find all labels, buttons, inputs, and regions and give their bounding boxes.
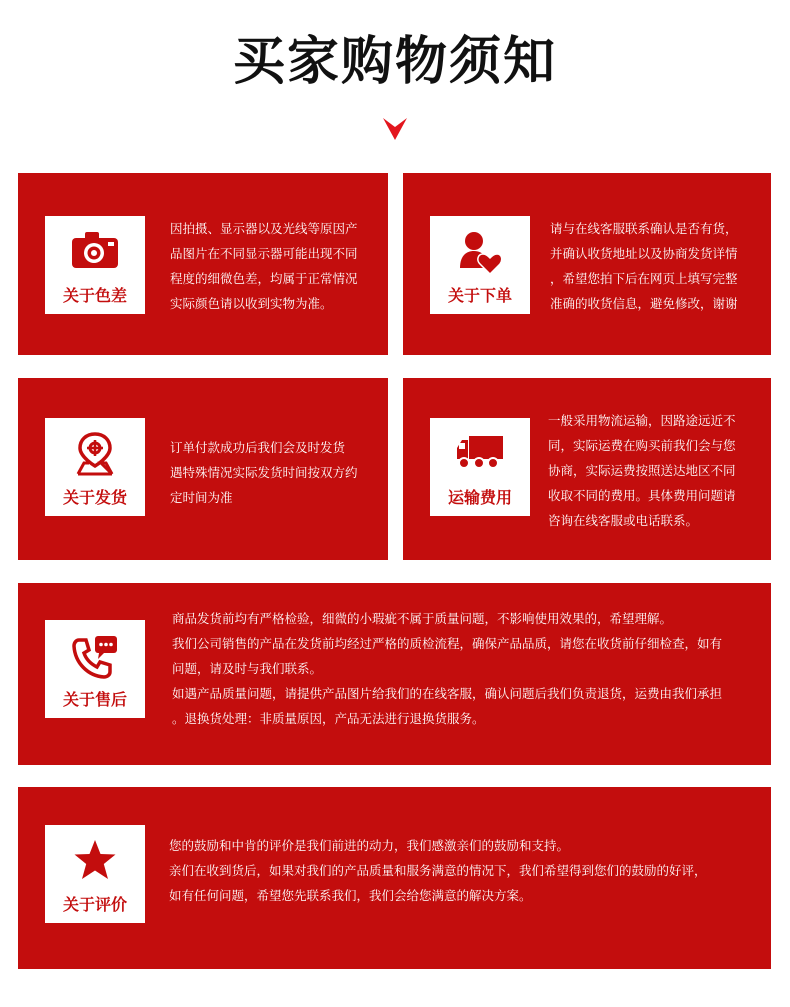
text-line: 程度的细微色差，均属于正常情况 — [170, 271, 358, 286]
text-line: 请与在线客服联系确认是否有货， — [550, 221, 738, 236]
card-reviews — [18, 787, 771, 969]
text-line: 如遇产品质量问题，请提供产品图片给我们的在线客服，确认问题后我们负责退货，运费由我们承担 — [172, 686, 723, 701]
text-line: 问题，请及时与我们联系。 — [172, 661, 323, 676]
card-shipping — [18, 378, 388, 560]
customer-service-icon — [458, 230, 502, 276]
label-box-ordering — [430, 216, 530, 314]
text-line: 咨询在线客服或电话联系。 — [548, 513, 699, 528]
chevron-down-icon — [383, 118, 407, 140]
text-line: 准确的收货信息，避免修改，谢谢 — [550, 296, 738, 311]
card-description — [172, 606, 768, 731]
card-label: 关于售后 — [62, 690, 127, 709]
text-line: 。退换货处理：非质量原因，产品无法进行退换货服务。 — [172, 711, 485, 726]
card-color-difference — [18, 173, 388, 355]
text-line: 实际颜色请以收到实物为准。 — [170, 296, 333, 311]
card-label: 关于色差 — [62, 286, 127, 305]
card-label: 关于评价 — [62, 895, 127, 914]
truck-icon — [455, 432, 505, 472]
location-pin-icon — [75, 432, 115, 476]
text-line: 并确认收货地址以及协商发货详情 — [550, 246, 738, 261]
text-line: 品图片在不同显示器可能出现不同 — [170, 246, 358, 261]
label-box-color-difference — [45, 216, 145, 314]
text-line: 订单付款成功后我们会及时发货 — [170, 440, 346, 455]
card-label: 关于下单 — [447, 286, 512, 305]
card-description — [170, 216, 382, 316]
text-line: 收取不同的费用。具体费用问题请 — [548, 488, 736, 503]
text-line: 如有任何问题，希望您先联系我们，我们会给您满意的解决方案。 — [169, 888, 532, 903]
card-description — [548, 408, 770, 533]
text-line: 协商，实际运费按照送达地区不同 — [548, 463, 736, 478]
card-freight — [403, 378, 771, 560]
camera-icon — [70, 230, 120, 270]
label-box-reviews — [45, 825, 145, 923]
text-line: 亲们在收到货后，如果对我们的产品质量和服务满意的情况下，我们希望得到您们的鼓励的好评， — [169, 863, 707, 878]
card-ordering — [403, 173, 771, 355]
text-line: 定时间为准 — [170, 490, 233, 505]
text-line: 您的鼓励和中肯的评价是我们前进的动力，我们感激亲们的鼓励和支持。 — [169, 838, 570, 853]
label-box-freight — [430, 418, 530, 516]
card-description — [170, 435, 382, 510]
page-title: 买家购物须知 — [232, 31, 557, 92]
text-line: 我们公司销售的产品在发货前均经过严格的质检流程，确保产品品质，请您在收货前仔细检查，如有 — [172, 636, 723, 651]
star-icon — [73, 839, 117, 881]
text-line: 商品发货前均有严格检验，细微的小瑕疵不属于质量问题，不影响使用效果的，希望理解。 — [172, 611, 673, 626]
text-line: 一般采用物流运输，因路途远近不 — [548, 413, 736, 428]
card-label: 关于发货 — [62, 488, 127, 507]
text-line: 同，实际运费在购买前我们会与您 — [548, 438, 736, 453]
card-after-sales — [18, 583, 771, 765]
text-line: 遇特殊情况实际发货时间按双方约 — [170, 465, 358, 480]
label-box-after-sales — [45, 620, 145, 718]
card-label: 运输费用 — [447, 488, 512, 507]
card-description — [169, 833, 767, 908]
text-line: 因拍摄、显示器以及光线等原因产 — [170, 221, 358, 236]
label-box-shipping — [45, 418, 145, 516]
text-line: ，希望您拍下后在网页上填写完整 — [550, 271, 738, 286]
card-description — [550, 216, 770, 316]
phone-chat-icon — [71, 634, 119, 680]
